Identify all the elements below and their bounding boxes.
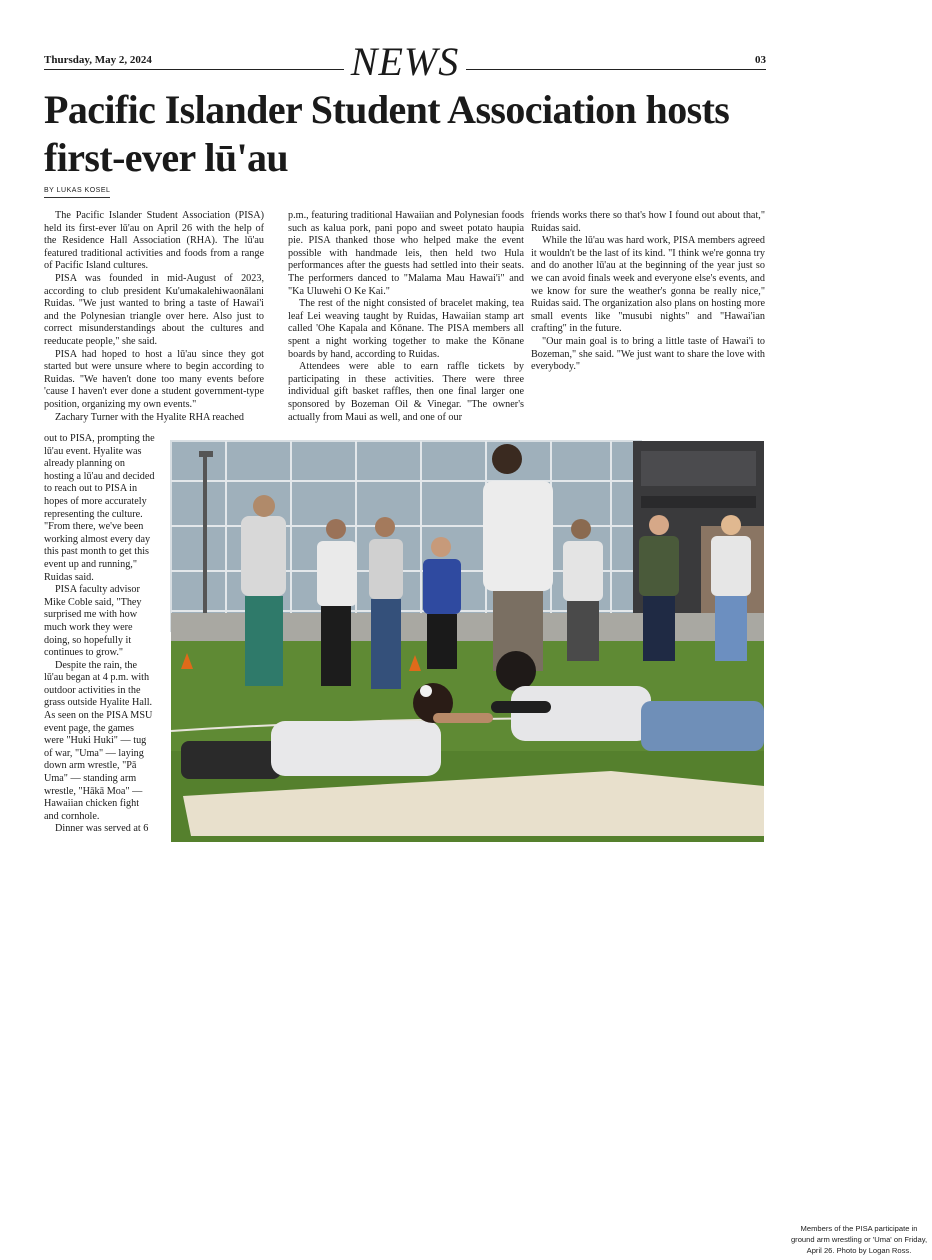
section-title: NEWS bbox=[350, 39, 460, 84]
article-column-1-continued bbox=[44, 433, 156, 836]
paragraph: PISA was founded in mid-August of 2023, according to club president Ku'umakalehiwaonālani Ruidas. "We just wanted to bring a taste of Hawai'i and the Polynesian triangle over here. Also just to correct misunderstandings about the cultures and reeducate people," she said. bbox=[44, 272, 264, 347]
photo-caption: Members of the PISA participate in ground arm wrestling or 'Uma' on Friday, April 26. Photo by Logan Ross. bbox=[786, 1219, 932, 1260]
paragraph: PISA faculty advisor Mike Coble said, "They surprised me with how much work they were doing, so hopefully it continues to grow." bbox=[44, 584, 142, 659]
paragraph: Zachary Turner with the Hyalite RHA reached bbox=[55, 411, 244, 423]
photo-illustration bbox=[171, 441, 764, 842]
issue-date: Thursday, May 2, 2024 bbox=[44, 54, 152, 66]
paragraph: While the lū'au was hard work, PISA members agreed it wouldn't be the last of its kind. "I think we're gonna try and do another lū'au at the beginning of the year just so we can avoid finals week and everyone else's events, and we know for sure the weather's gonna be really nice," Ruidas said. The organization also plans on hosting more small events like "musubi nights" and "Hawai'ian crafting" in the future. bbox=[531, 235, 765, 335]
paragraph: The Pacific Islander Student Association (PISA) held its first-ever lū'au on April 26 with the help of the Residence Hall Association (RHA). The lū'au featured traditional activities and foods from a range of Pacific Island cultures. bbox=[44, 210, 264, 272]
paragraph: PISA had hoped to host a lū'au since they got started but were unsure where to begin according to Ruidas. "We haven't done too many events before 'cause I haven't ever done a student government-type position, organizing my own events." bbox=[44, 348, 264, 410]
article-column-2 bbox=[288, 210, 524, 424]
paragraph: out to PISA, prompting the lū'au event. Hyalite was already planning on hosting a lū'au and decided to reach out to PISA in hopes of more accurately representing the culture. "From there, we've been working almost every day this past month to get this event up and running," Ruidas said. bbox=[44, 433, 155, 583]
paragraph: Attendees were able to earn raffle tickets by participating in these activities. There were three individual gift basket raffles, then one final larger one sponsored by Bozeman Oil & Vinegar. "The owner's actually from Maui as well, and one of our bbox=[288, 361, 524, 423]
paragraph: p.m., featuring traditional Hawaiian and Polynesian foods such as kalua pork, pani popo and sweet potato haupia pie. PISA thanked those who helped make the event possible with handmade leis, then held two Hula performances after the guests had settled into their seats. The performers danced to "Malama Mau Hawai'i" and "Ka Uluwehi O Ke Kai." bbox=[288, 210, 524, 297]
article-column-1 bbox=[44, 210, 264, 424]
byline: BY LUKAS KOSEL bbox=[44, 187, 110, 198]
masthead-rule-left bbox=[44, 69, 344, 70]
page-number: 03 bbox=[755, 54, 766, 66]
paragraph: "Our main goal is to bring a little taste of Hawai'i to Bozeman," she said. "We just want to share the love with everybody." bbox=[531, 335, 765, 373]
paragraph: The rest of the night consisted of bracelet making, tea leaf Lei weaving taught by Ruidas, Hawaiian stamp art called 'Ohe Kapala and Kōnane. The PISA members all spent a night working together to make the Kōnane boards by hand, according to Ruidas. bbox=[288, 298, 524, 360]
article-photo bbox=[171, 441, 928, 1255]
article-column-3 bbox=[531, 210, 765, 374]
article-headline: Pacific Islander Student Association hosts first-ever lū'au bbox=[44, 87, 730, 180]
paragraph: Despite the rain, the lū'au began at 4 p.m. with outdoor activities in the grass outside Hyalite Hall. As seen on the PISA MSU event page, the games were "Huki Huki" — tug of war, "Uma" — laying down arm wrestle, "Pā Uma" — standing arm wrestle, "Hākā Moa" — Hawaiian chicken fight and cornhole. bbox=[44, 659, 153, 822]
masthead-rule-right bbox=[466, 69, 766, 70]
paragraph: friends works there so that's how I found out about that," Ruidas said. bbox=[531, 210, 765, 234]
paragraph: Dinner was served at 6 bbox=[55, 823, 149, 835]
masthead bbox=[44, 39, 766, 84]
